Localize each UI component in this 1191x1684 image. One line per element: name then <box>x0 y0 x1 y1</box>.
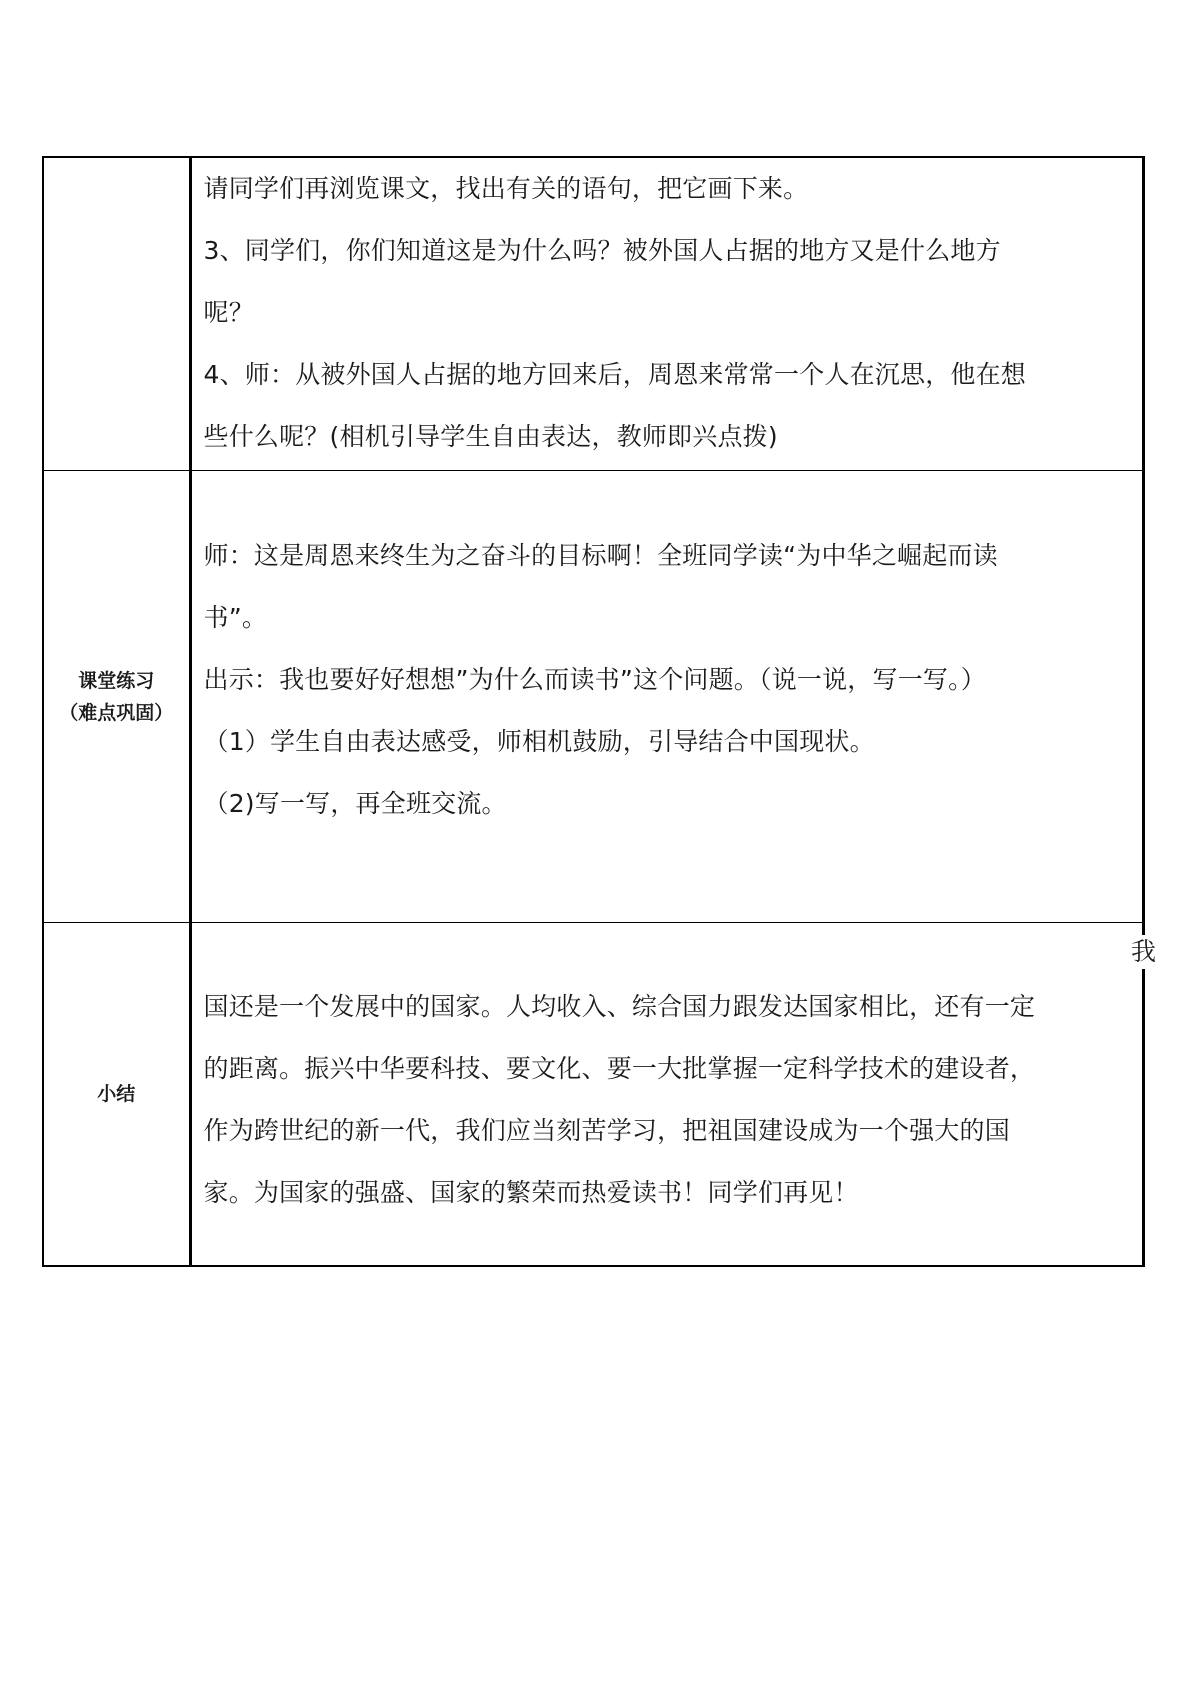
content-line: 出示：我也要好好想想”为什么而读书”这个问题。（说一说，写一写。） <box>203 665 987 694</box>
lesson-plan-table <box>42 156 1156 1267</box>
label-line: （难点巩固） <box>59 701 174 724</box>
content-line: 3、同学们，你们知道这是为什么吗？被外国人占据的地方又是什么地方 <box>203 236 1001 265</box>
content-line: （1）学生自由表达感受，师相机鼓励，引导结合中国现状。 <box>203 727 875 756</box>
content-line: 呢？ <box>203 298 254 327</box>
content-line: 家。为国家的强盛、国家的繁荣而热爱读书！同学们再见！ <box>203 1178 859 1207</box>
table-row-summary <box>43 923 1144 1267</box>
label-line: 小结 <box>97 1083 136 1105</box>
content-line: 的距离。振兴中华要科技、要文化、要一大批掌握一定科学技术的建设者， <box>203 1054 1036 1083</box>
row-content-summary <box>190 923 1156 1267</box>
overflow-character: 我 <box>1131 935 1156 969</box>
content-line: 作为跨世纪的新一代，我们应当刻苦学习，把祖国建设成为一个强大的国 <box>203 1116 1010 1145</box>
content-line: （2)写一写，再全班交流。 <box>203 789 507 818</box>
content-line: 书”。 <box>203 603 268 632</box>
content-line: 师：这是周恩来终生为之奋斗的目标啊！全班同学读“为中华之崛起而读 <box>203 541 998 570</box>
table-row-practice <box>43 471 1144 923</box>
row-label-practice <box>43 471 190 923</box>
content-line: 些什么呢？(相机引导学生自由表达，教师即兴点拨) <box>203 422 778 451</box>
content-line: 国还是一个发展中的国家。人均收入、综合国力跟发达国家相比，还有一定 <box>203 992 1036 1021</box>
row-content-intro <box>190 157 1144 471</box>
row-content-practice <box>190 471 1144 923</box>
table-row-intro <box>43 157 1144 471</box>
content-line: 4、师：从被外国人占据的地方回来后，周恩来常常一个人在沉思，他在想 <box>203 360 1027 389</box>
content-line: 请同学们再浏览课文，找出有关的语句，把它画下来。 <box>203 174 809 203</box>
row-label-empty <box>43 157 190 471</box>
label-line: 课堂练习 <box>78 669 155 692</box>
row-label-summary <box>43 923 190 1267</box>
